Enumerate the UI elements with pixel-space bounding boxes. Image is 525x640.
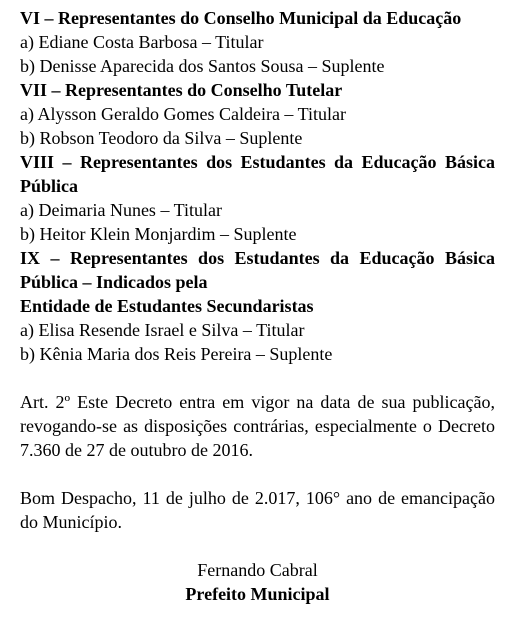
section-heading: VIII – Representantes dos Estudantes da Educação Básica Pública (20, 152, 495, 196)
signature-block (20, 558, 495, 606)
section-viii (20, 150, 495, 246)
member-titular: a) Ediane Costa Barbosa – Titular (20, 32, 264, 52)
signatory-name: Fernando Cabral (197, 560, 318, 580)
section-heading: VII – Representantes do Conselho Tutelar (20, 80, 343, 100)
member-suplente: b) Heitor Klein Monjardim – Suplente (20, 224, 297, 244)
section-heading-main: IX – Representantes dos Estudantes da Educação Básica Pública – Indicados pela (20, 248, 495, 292)
section-heading-entity: Entidade de Estudantes Secundaristas (20, 296, 314, 316)
decree-document (20, 6, 495, 606)
signatory-title: Prefeito Municipal (185, 584, 330, 604)
member-suplente: b) Kênia Maria dos Reis Pereira – Suplente (20, 344, 333, 364)
section-vii (20, 78, 495, 150)
member-suplente: b) Denisse Aparecida dos Santos Sousa – Suplente (20, 56, 385, 76)
closing-paragraph: Bom Despacho, 11 de julho de 2.017, 106° ano de emancipação do Município. (20, 488, 495, 532)
section-heading: VI – Representantes do Conselho Municipal da Educação (20, 8, 462, 28)
section-heading (20, 246, 495, 318)
member-titular: a) Elisa Resende Israel e Silva – Titular (20, 320, 305, 340)
section-ix (20, 246, 495, 366)
section-vi (20, 6, 495, 78)
member-titular: a) Deimaria Nunes – Titular (20, 200, 222, 220)
member-titular: a) Alysson Geraldo Gomes Caldeira – Titular (20, 104, 346, 124)
article-2-paragraph: Art. 2º Este Decreto entra em vigor na data de sua publicação, revogando-se as disposições contrárias, especialmente o Decreto 7.360 de 27 de outubro de 2016. (20, 392, 495, 460)
member-suplente: b) Robson Teodoro da Silva – Suplente (20, 128, 303, 148)
